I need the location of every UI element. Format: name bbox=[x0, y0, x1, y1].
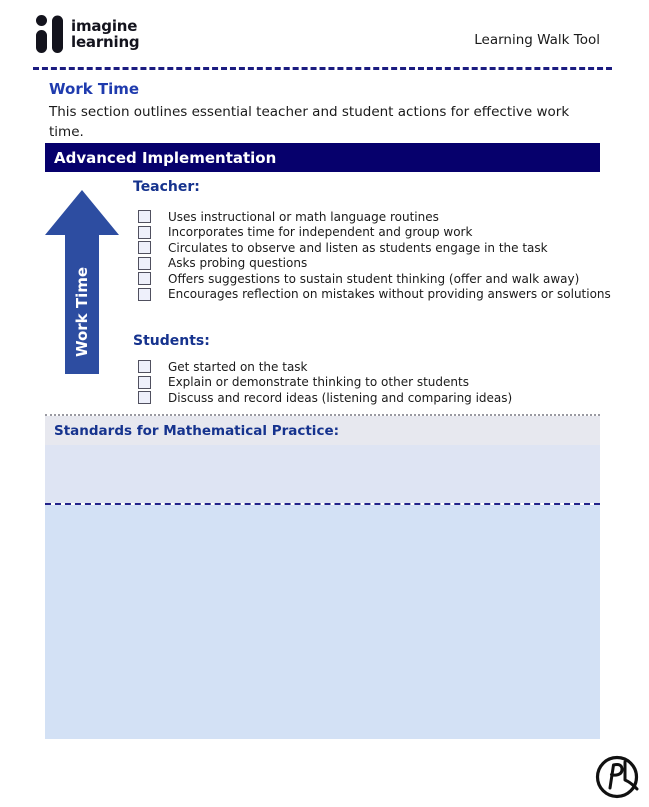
checkbox[interactable] bbox=[138, 391, 151, 404]
arrow-label: Work Time bbox=[73, 266, 91, 358]
students-heading: Students: bbox=[133, 333, 210, 349]
pl-logo bbox=[593, 752, 641, 804]
checklist-row bbox=[133, 240, 603, 256]
checklist-item-label: Explain or demonstrate thinking to other students bbox=[168, 375, 469, 390]
standards-header-band bbox=[45, 416, 600, 445]
logo-wordmark-line1: imagine bbox=[71, 16, 138, 35]
document-title: Learning Walk Tool bbox=[474, 32, 600, 48]
checklist-item-label: Discuss and record ideas (listening and comparing ideas) bbox=[168, 390, 513, 405]
checklist-row bbox=[133, 271, 603, 287]
teacher-heading: Teacher: bbox=[133, 179, 200, 195]
banner-title: Advanced Implementation bbox=[54, 148, 277, 167]
checkbox[interactable] bbox=[138, 376, 151, 389]
standards-notes-area-top[interactable] bbox=[45, 445, 600, 503]
checklist-row bbox=[133, 225, 603, 241]
checkbox[interactable] bbox=[138, 360, 151, 373]
checkbox[interactable] bbox=[138, 272, 151, 285]
checkbox[interactable] bbox=[138, 210, 151, 223]
header-dashed-rule bbox=[33, 67, 612, 70]
checklist-row bbox=[133, 359, 603, 375]
imagine-learning-logo-icon bbox=[36, 15, 64, 53]
checklist-item-label: Circulates to observe and listen as students engage in the task bbox=[168, 240, 548, 255]
standards-section bbox=[45, 414, 600, 739]
checklist-row bbox=[133, 256, 603, 272]
checklist-row bbox=[133, 209, 603, 225]
imagine-learning-logo bbox=[36, 15, 139, 53]
advanced-implementation-banner bbox=[45, 143, 600, 172]
page-header bbox=[36, 15, 600, 53]
checklist-item-label: Encourages reflection on mistakes without providing answers or solutions bbox=[168, 287, 611, 302]
students-checklist bbox=[133, 359, 603, 406]
teacher-checklist bbox=[133, 209, 611, 302]
logo-wordmark bbox=[71, 18, 139, 51]
section-description: This section outlines essential teacher and student actions for effective work time. bbox=[49, 104, 570, 140]
checklist-item-label: Offers suggestions to sustain student thinking (offer and walk away) bbox=[168, 271, 580, 286]
pl-logo-icon bbox=[593, 752, 641, 800]
checklists bbox=[133, 179, 611, 406]
standards-heading: Standards for Mathematical Practice: bbox=[54, 422, 339, 439]
checkbox[interactable] bbox=[138, 241, 151, 254]
up-arrow-icon bbox=[45, 190, 119, 374]
checklist-item-label: Incorporates time for independent and group work bbox=[168, 225, 473, 240]
checklist-row bbox=[133, 375, 603, 391]
section-title: Work Time bbox=[49, 80, 140, 98]
checkbox[interactable] bbox=[138, 226, 151, 239]
standards-notes-area-main[interactable] bbox=[45, 505, 600, 739]
checkbox[interactable] bbox=[138, 257, 151, 270]
work-time-arrow bbox=[45, 190, 119, 378]
checklist-item-label: Asks probing questions bbox=[168, 256, 308, 271]
checklist-item-label: Uses instructional or math language routines bbox=[168, 209, 439, 224]
checkbox[interactable] bbox=[138, 288, 151, 301]
checklist-row bbox=[133, 287, 611, 303]
logo-wordmark-line2: learning bbox=[71, 33, 140, 51]
checklist-item-label: Get started on the task bbox=[168, 359, 308, 374]
checklist-row bbox=[133, 390, 603, 406]
